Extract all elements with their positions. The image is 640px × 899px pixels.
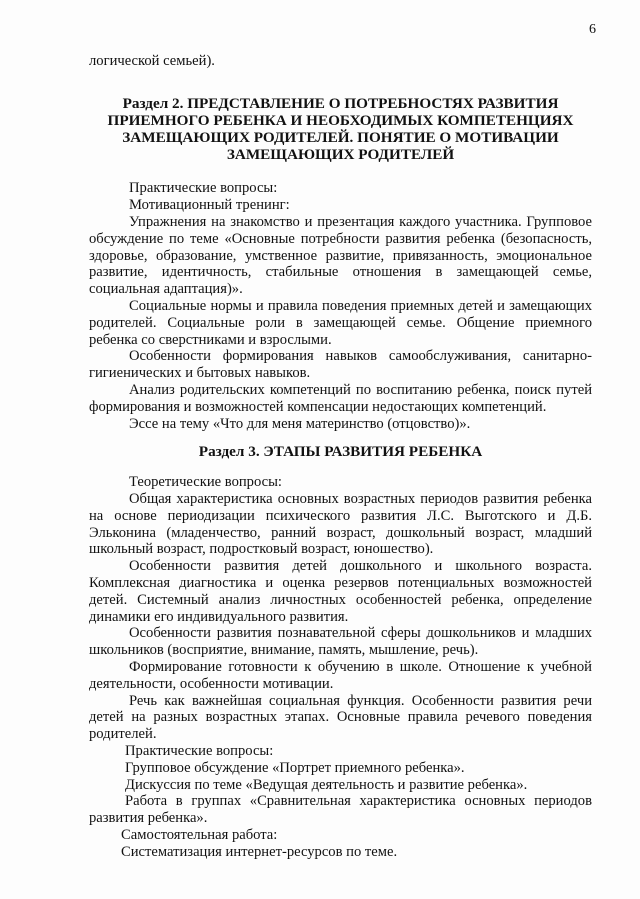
paragraph: Социальные нормы и правила поведения приемных детей и замещающих родителей. Социальные роли в замещающей семье. Общение приемного ребенка со сверстниками и взрослыми. bbox=[89, 298, 592, 348]
paragraph: Групповое обсуждение «Портрет приемного ребенка». bbox=[125, 759, 465, 776]
paragraph: Практические вопросы: bbox=[125, 743, 274, 760]
document-body bbox=[89, 53, 592, 861]
paragraph: Работа в группах «Сравнительная характеристика основных периодов развития ребенка». bbox=[89, 793, 592, 827]
paragraph: Дискуссия по теме «Ведущая деятельность и развитие ребенка». bbox=[125, 776, 528, 793]
section-3-title: Раздел 3. ЭТАПЫ РАЗВИТИЯ РЕБЕНКА bbox=[198, 443, 483, 461]
paragraph: Практические вопросы: bbox=[129, 180, 278, 197]
section-2-title: Раздел 2. ПРЕДСТАВЛЕНИЕ О ПОТРЕБНОСТЯХ РАЗВИТИЯ ПРИЕМНОГО РЕБЕНКА И НЕОБХОДИМЫХ КОМПЕТЕНЦИЯХ ЗАМЕЩАЮЩИХ РОДИТЕЛЕЙ. ПОНЯТИЕ О МОТИВАЦИИ ЗАМЕЩАЮЩИХ РОДИТЕЛЕЙ bbox=[107, 94, 574, 163]
paragraph: Особенности развития познавательной сферы дошкольников и младших школьников (восприятие, внимание, память, мышление, речь). bbox=[89, 625, 592, 659]
paragraph: Мотивационный тренинг: bbox=[129, 197, 290, 214]
paragraph: Особенности развития детей дошкольного и школьного возраста. Комплексная диагностика и оценка резервов потенциальных возможностей детей. Системный анализ личностных особенностей ребенка, определение динамики его индивидуального развития. bbox=[89, 558, 592, 625]
paragraph: Самостоятельная работа: bbox=[121, 827, 278, 844]
paragraph: Теоретические вопросы: bbox=[129, 474, 282, 491]
paragraph: Эссе на тему «Что для меня материнство (отцовство)». bbox=[129, 415, 471, 432]
paragraph: Формирование готовности к обучению в школе. Отношение к учебной деятельности, особенности мотивации. bbox=[89, 659, 592, 692]
paragraph: Речь как важнейшая социальная функция. Особенности развития речи детей на разных возрастных этапах. Основные правила речевого поведения родителей. bbox=[89, 692, 592, 743]
paragraph: Систематизация интернет-ресурсов по теме. bbox=[121, 843, 398, 860]
paragraph: Анализ родительских компетенций по воспитанию ребенка, поиск путей формирования и возможностей компенсации недостающих компетенций. bbox=[89, 381, 592, 415]
page-number: 6 bbox=[589, 22, 596, 37]
paragraph: Упражнения на знакомство и презентация каждого участника. Групповое обсуждение по теме «Основные потребности развития ребенка (безопасность, здоровье, образование, умственное развитие, привязанность, эмоциональное развитие, идентичность, стабильные отношения в замещающей семье, социальная адаптация)». bbox=[89, 214, 592, 298]
intro-tail: логической семьей). bbox=[89, 53, 215, 69]
paragraph: Общая характеристика основных возрастных периодов развития ребенка на основе периодизации психического развития Л.С. Выготского и Д.Б. Эльконина (младенчество, ранний возраст, дошкольный возраст, младший школьный возраст, подростковый возраст, юношество). bbox=[89, 491, 592, 558]
paragraph: Особенности формирования навыков самообслуживания, санитарно-гигиенических и бытовых навыков. bbox=[89, 348, 592, 382]
